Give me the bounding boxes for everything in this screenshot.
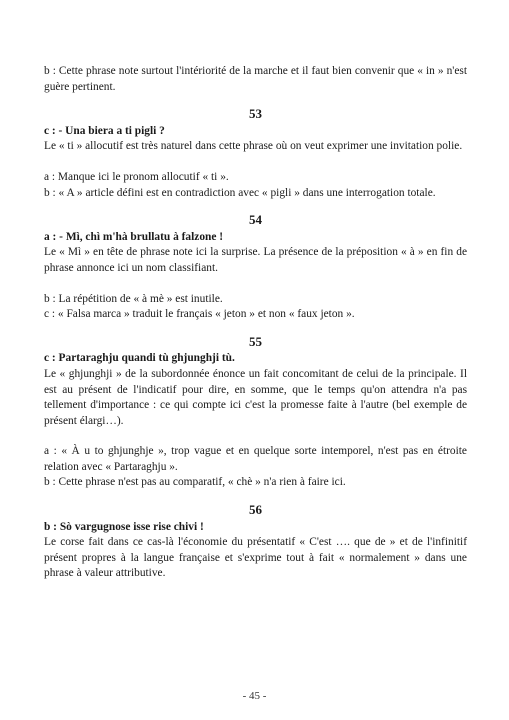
item-number: 56 <box>249 502 262 518</box>
explanation-paragraph: Le corse fait dans ce cas-là l'économie du présentatif « C'est …. que de » et de l'infinitif présent propres à la langue française et s'exprime tout à fait « normalement » dans une phrase à valeur attributive. <box>44 536 467 580</box>
note-paragraph: b : La répétition de « à mè » est inutile. <box>44 292 223 305</box>
note-paragraph: a : « À u to ghjunghje », trop vague et en quelque sorte intemporel, n'est pas en étroite relation avec « Partaraghju ». <box>44 445 467 473</box>
explanation-paragraph: Le « ti » allocutif est très naturel dans cette phrase où on veut exprimer une invitation polie. <box>44 140 463 153</box>
explanation-paragraph: Le « Mì » en tête de phrase note ici la surprise. La présence de la préposition « à » en fin de phrase annonce ici un nom classifiant. <box>44 246 467 274</box>
item-number: 53 <box>249 106 262 122</box>
correct-answer: c : Partaraghju quandi tù ghjunghji tù. <box>44 352 235 365</box>
note-paragraph: c : « Falsa marca » traduit le français « jeton » et non « faux jeton ». <box>44 308 355 321</box>
item-number: 55 <box>249 333 262 349</box>
note-paragraph: b : « A » article défini est en contradiction avec « pigli » dans une interrogation totale. <box>44 186 436 199</box>
page-number: - 45 - <box>242 690 267 702</box>
note-paragraph: a : Manque ici le pronom allocutif « ti ». <box>44 170 229 183</box>
correct-answer: a : - Mì, chì m'hà brullatu à falzone ! <box>44 230 224 243</box>
item-number: 54 <box>249 212 262 228</box>
note-paragraph: b : Cette phrase n'est pas au comparatif, « chè » n'a rien à faire ici. <box>44 476 346 489</box>
correct-answer: c : - Una biera a ti pigli ? <box>44 124 165 137</box>
correct-answer: b : Sò vargugnose isse rise chivi ! <box>44 520 204 533</box>
explanation-paragraph: Le « ghjunghji » de la subordonnée énonce un fait concomitant de celui de la principale. Il est au présent de l'indicatif pour dire, en somme, que le temps qu'on attendra n'a pas tellement d'importance : ce qui compte ici c'est la promesse faite à l'autre (bel exemple de présent élargi…). <box>44 367 467 427</box>
page-content <box>44 64 467 582</box>
intro-paragraph: b : Cette phrase note surtout l'intériorité de la marche et il faut bien convenir que « in » n'est guère pertinent. <box>44 65 467 93</box>
